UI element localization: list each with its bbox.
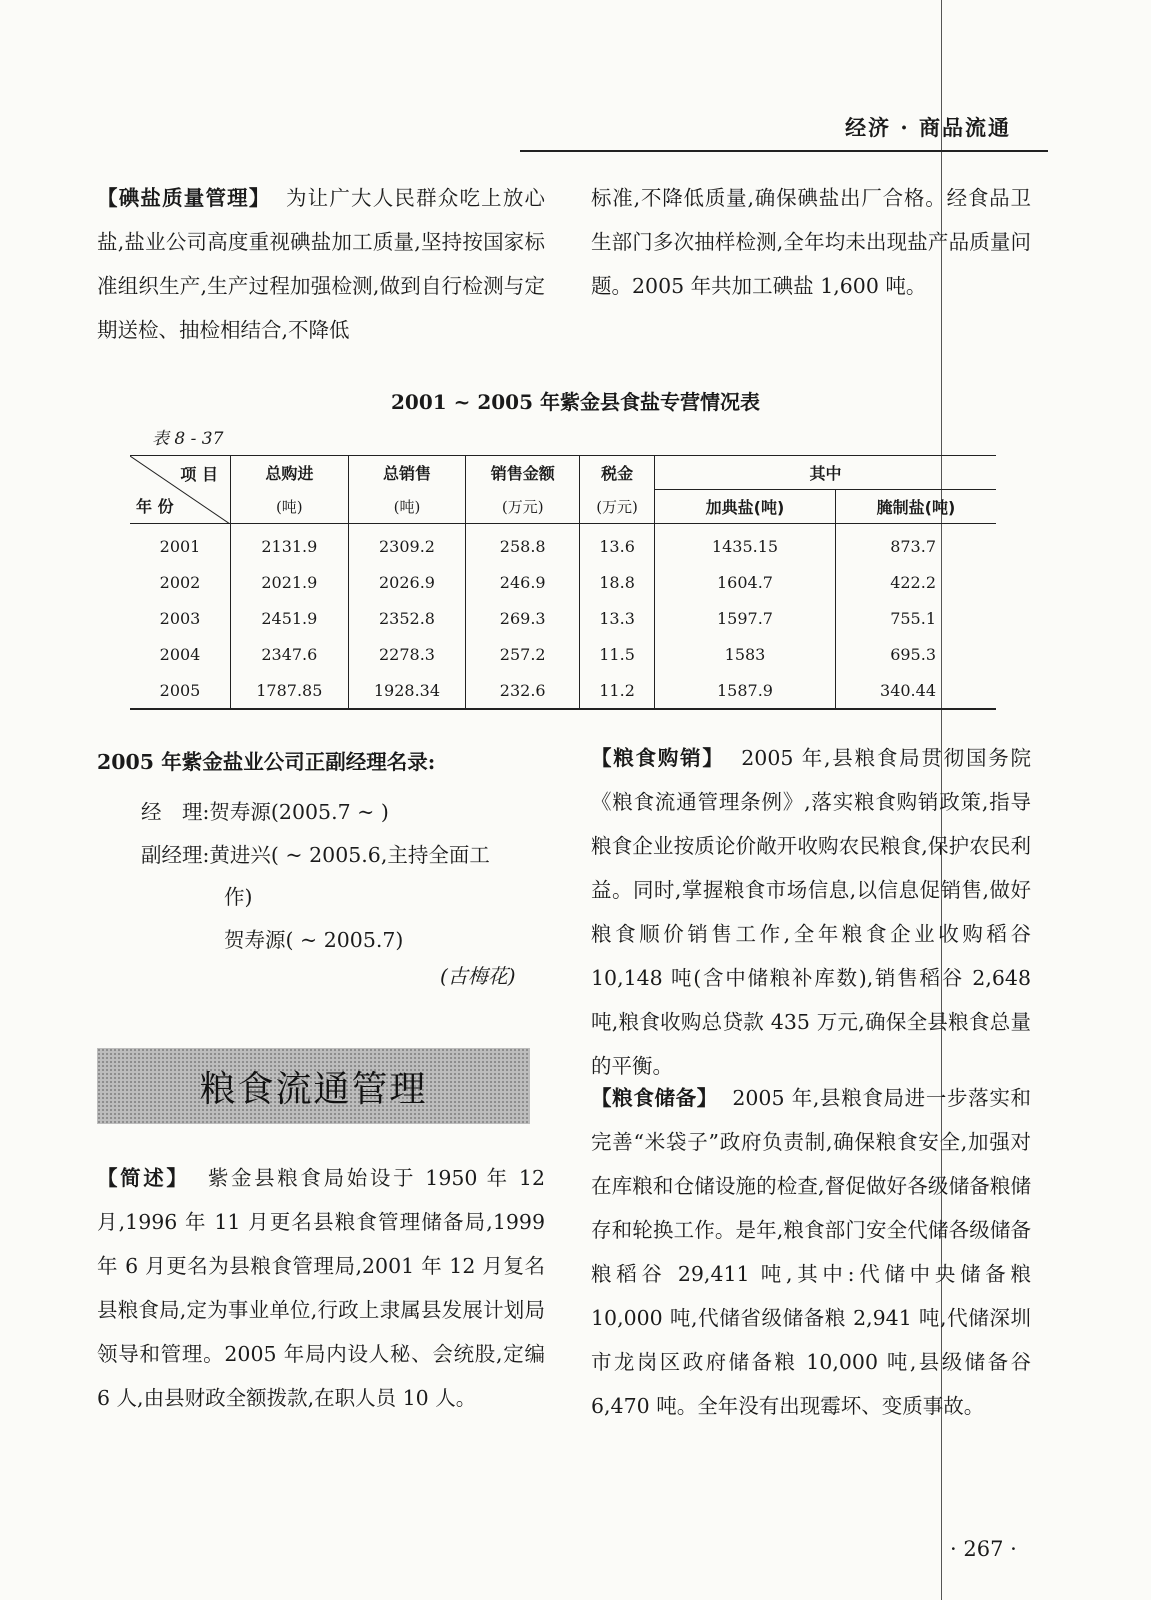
col-header-tax: 税金 bbox=[580, 456, 655, 490]
table-cell: 2347.6 bbox=[231, 636, 349, 672]
table-row bbox=[130, 564, 996, 600]
iodized-salt-paragraph-left bbox=[97, 176, 545, 352]
table-cell: 422.2 bbox=[890, 572, 936, 592]
table-corner-header bbox=[130, 456, 231, 524]
overview-paragraph bbox=[97, 1156, 545, 1420]
table-cell: 2002 bbox=[130, 564, 231, 600]
table-cell: 2026.9 bbox=[348, 564, 466, 600]
table-row bbox=[130, 672, 996, 709]
reserve-lead: 【粮食储备】 bbox=[591, 1086, 718, 1110]
deputy-manager-line-cont: 作) bbox=[224, 885, 253, 909]
table-cell: 755.1 bbox=[890, 608, 936, 628]
managers-title: 2005 年紫金盐业公司正副经理名录: bbox=[97, 750, 436, 774]
col-header-iodized-salt: 加典盐(吨) bbox=[655, 490, 836, 524]
deputy-manager-line-2: 贺寿源( ~ 2005.7) bbox=[224, 928, 404, 952]
deputy-manager-line: 副经理:黄进兴( ~ 2005.6,主持全面工 bbox=[141, 843, 490, 867]
table-cell: 18.8 bbox=[580, 564, 655, 600]
table-cell: 695.3 bbox=[890, 644, 936, 664]
table-cell: 1587.9 bbox=[655, 672, 836, 709]
table-cell: 2309.2 bbox=[348, 524, 466, 565]
table-number: 表 8 - 37 bbox=[152, 429, 224, 449]
table-cell: 1597.7 bbox=[655, 600, 836, 636]
table-cell: 2278.3 bbox=[348, 636, 466, 672]
table-cell: 11.5 bbox=[580, 636, 655, 672]
author-credit: (古梅花) bbox=[440, 964, 516, 988]
table-row bbox=[130, 524, 996, 565]
overview-lead: 【简述】 bbox=[97, 1166, 190, 1190]
col-header-sales: 总销售 bbox=[348, 456, 466, 490]
iodized-salt-paragraph-right: 标准,不降低质量,确保碘盐出厂合格。经食品卫生部门多次抽样检测,全年均未出现盐产品质量问题。2005 年共加工碘盐 1,600 吨。 bbox=[591, 186, 1031, 298]
table-cell: 2131.9 bbox=[231, 524, 349, 565]
table-cell: 1928.34 bbox=[348, 672, 466, 709]
table-cell: 2352.8 bbox=[348, 600, 466, 636]
table-row bbox=[130, 636, 996, 672]
table-cell: 340.44 bbox=[836, 672, 997, 709]
col-header-group: 其中 bbox=[655, 456, 997, 490]
table-cell: 269.3 bbox=[466, 600, 580, 636]
table-cell: 873.7 bbox=[890, 536, 936, 556]
table-cell: 2021.9 bbox=[231, 564, 349, 600]
iodized-salt-lead: 【碘盐质量管理】 bbox=[97, 186, 271, 210]
table-cell: 2005 bbox=[130, 672, 231, 709]
table-row bbox=[130, 600, 996, 636]
table-cell: 2004 bbox=[130, 636, 231, 672]
iodized-salt-text-left: 为让广大人民群众吃上放心盐,盐业公司高度重视碘盐加工质量,坚持按国家标准组织生产,生产过程加强检测,做到自行检测与定期送检、抽检相结合,不降低 bbox=[97, 186, 546, 342]
table-cell: 257.2 bbox=[466, 636, 580, 672]
table-cell: 2003 bbox=[130, 600, 231, 636]
header-rule bbox=[520, 150, 1048, 152]
purchase-paragraph bbox=[591, 736, 1031, 1088]
col-unit-purchase: (吨) bbox=[231, 490, 349, 524]
table-cell: 1583 bbox=[655, 636, 836, 672]
running-header: 经济 · 商品流通 bbox=[845, 115, 1011, 140]
section-title: 粮食流通管理 bbox=[199, 1068, 428, 1110]
table-title: 2001 ~ 2005 年紫金县食盐专营情况表 bbox=[391, 390, 760, 414]
col-header-purchase: 总购进 bbox=[231, 456, 349, 490]
reserve-text: 2005 年,县粮食局进一步落实和完善“米袋子”政府负责制,确保粮食安全,加强对在库粮和仓储设施的检查,督促做好各级储备粮储存和轮换工作。是年,粮食部门安全代储各级储备粮稻谷 29,411 吨,其中:代储中央储备粮 10,000 吨,代储省级储备粮 2,941 吨,代储深圳市龙岗区政府储备粮 10,000 吨,县级储备谷 6,470 吨。全年没有出现霉坏、变质事故。 bbox=[591, 1086, 1031, 1418]
manager-line: 经 理:贺寿源(2005.7 ~ ) bbox=[141, 800, 389, 824]
table-cell: 246.9 bbox=[466, 564, 580, 600]
corner-item-label: 项 目 bbox=[180, 465, 218, 484]
col-header-pickling-salt: 腌制盐(吨) bbox=[836, 490, 997, 524]
page-number: · 267 · bbox=[950, 1537, 1017, 1561]
purchase-text: 2005 年,县粮食局贯彻国务院《粮食流通管理条例》,落实粮食购销政策,指导粮食企业按质论价敞开收购农民粮食,保护农民利益。同时,掌握粮食市场信息,以信息促销售,做好粮食顺价销售工作,全年粮食企业收购稻谷 10,148 吨(含中储粮补库数),销售稻谷 2,648 吨,粮食收购总贷款 435 万元,确保全县粮食总量的平衡。 bbox=[591, 746, 1032, 1078]
table-cell: 13.3 bbox=[580, 600, 655, 636]
purchase-lead: 【粮食购销】 bbox=[591, 746, 725, 770]
table-cell: 1787.85 bbox=[231, 672, 349, 709]
overview-text: 紫金县粮食局始设于 1950 年 12 月,1996 年 11 月更名县粮食管理储备局,1999 年 6 月更名为县粮食管理局,2001 年 12 月复名县粮食局,定为事业单位,行政上隶属县发展计划局领导和管理。2005 年局内设人秘、会统股,定编 6 人,由县财政全额拨款,在职人员 10 人。 bbox=[97, 1166, 545, 1410]
corner-year-label: 年 份 bbox=[136, 497, 174, 516]
col-unit-sales-amount: (万元) bbox=[466, 490, 580, 524]
section-banner bbox=[97, 1048, 530, 1124]
table-cell: 11.2 bbox=[580, 672, 655, 709]
col-header-sales-amount: 销售金额 bbox=[466, 456, 580, 490]
table-cell: 232.6 bbox=[466, 672, 580, 709]
table-cell: 258.8 bbox=[466, 524, 580, 565]
salt-monopoly-table bbox=[130, 455, 996, 710]
table-cell: 13.6 bbox=[580, 524, 655, 565]
col-unit-sales: (吨) bbox=[348, 490, 466, 524]
reserve-paragraph bbox=[591, 1076, 1031, 1428]
table-cell: 1435.15 bbox=[655, 524, 836, 565]
table-cell: 2001 bbox=[130, 524, 231, 565]
table-cell: 2451.9 bbox=[231, 600, 349, 636]
col-unit-tax: (万元) bbox=[580, 490, 655, 524]
table-cell: 1604.7 bbox=[655, 564, 836, 600]
